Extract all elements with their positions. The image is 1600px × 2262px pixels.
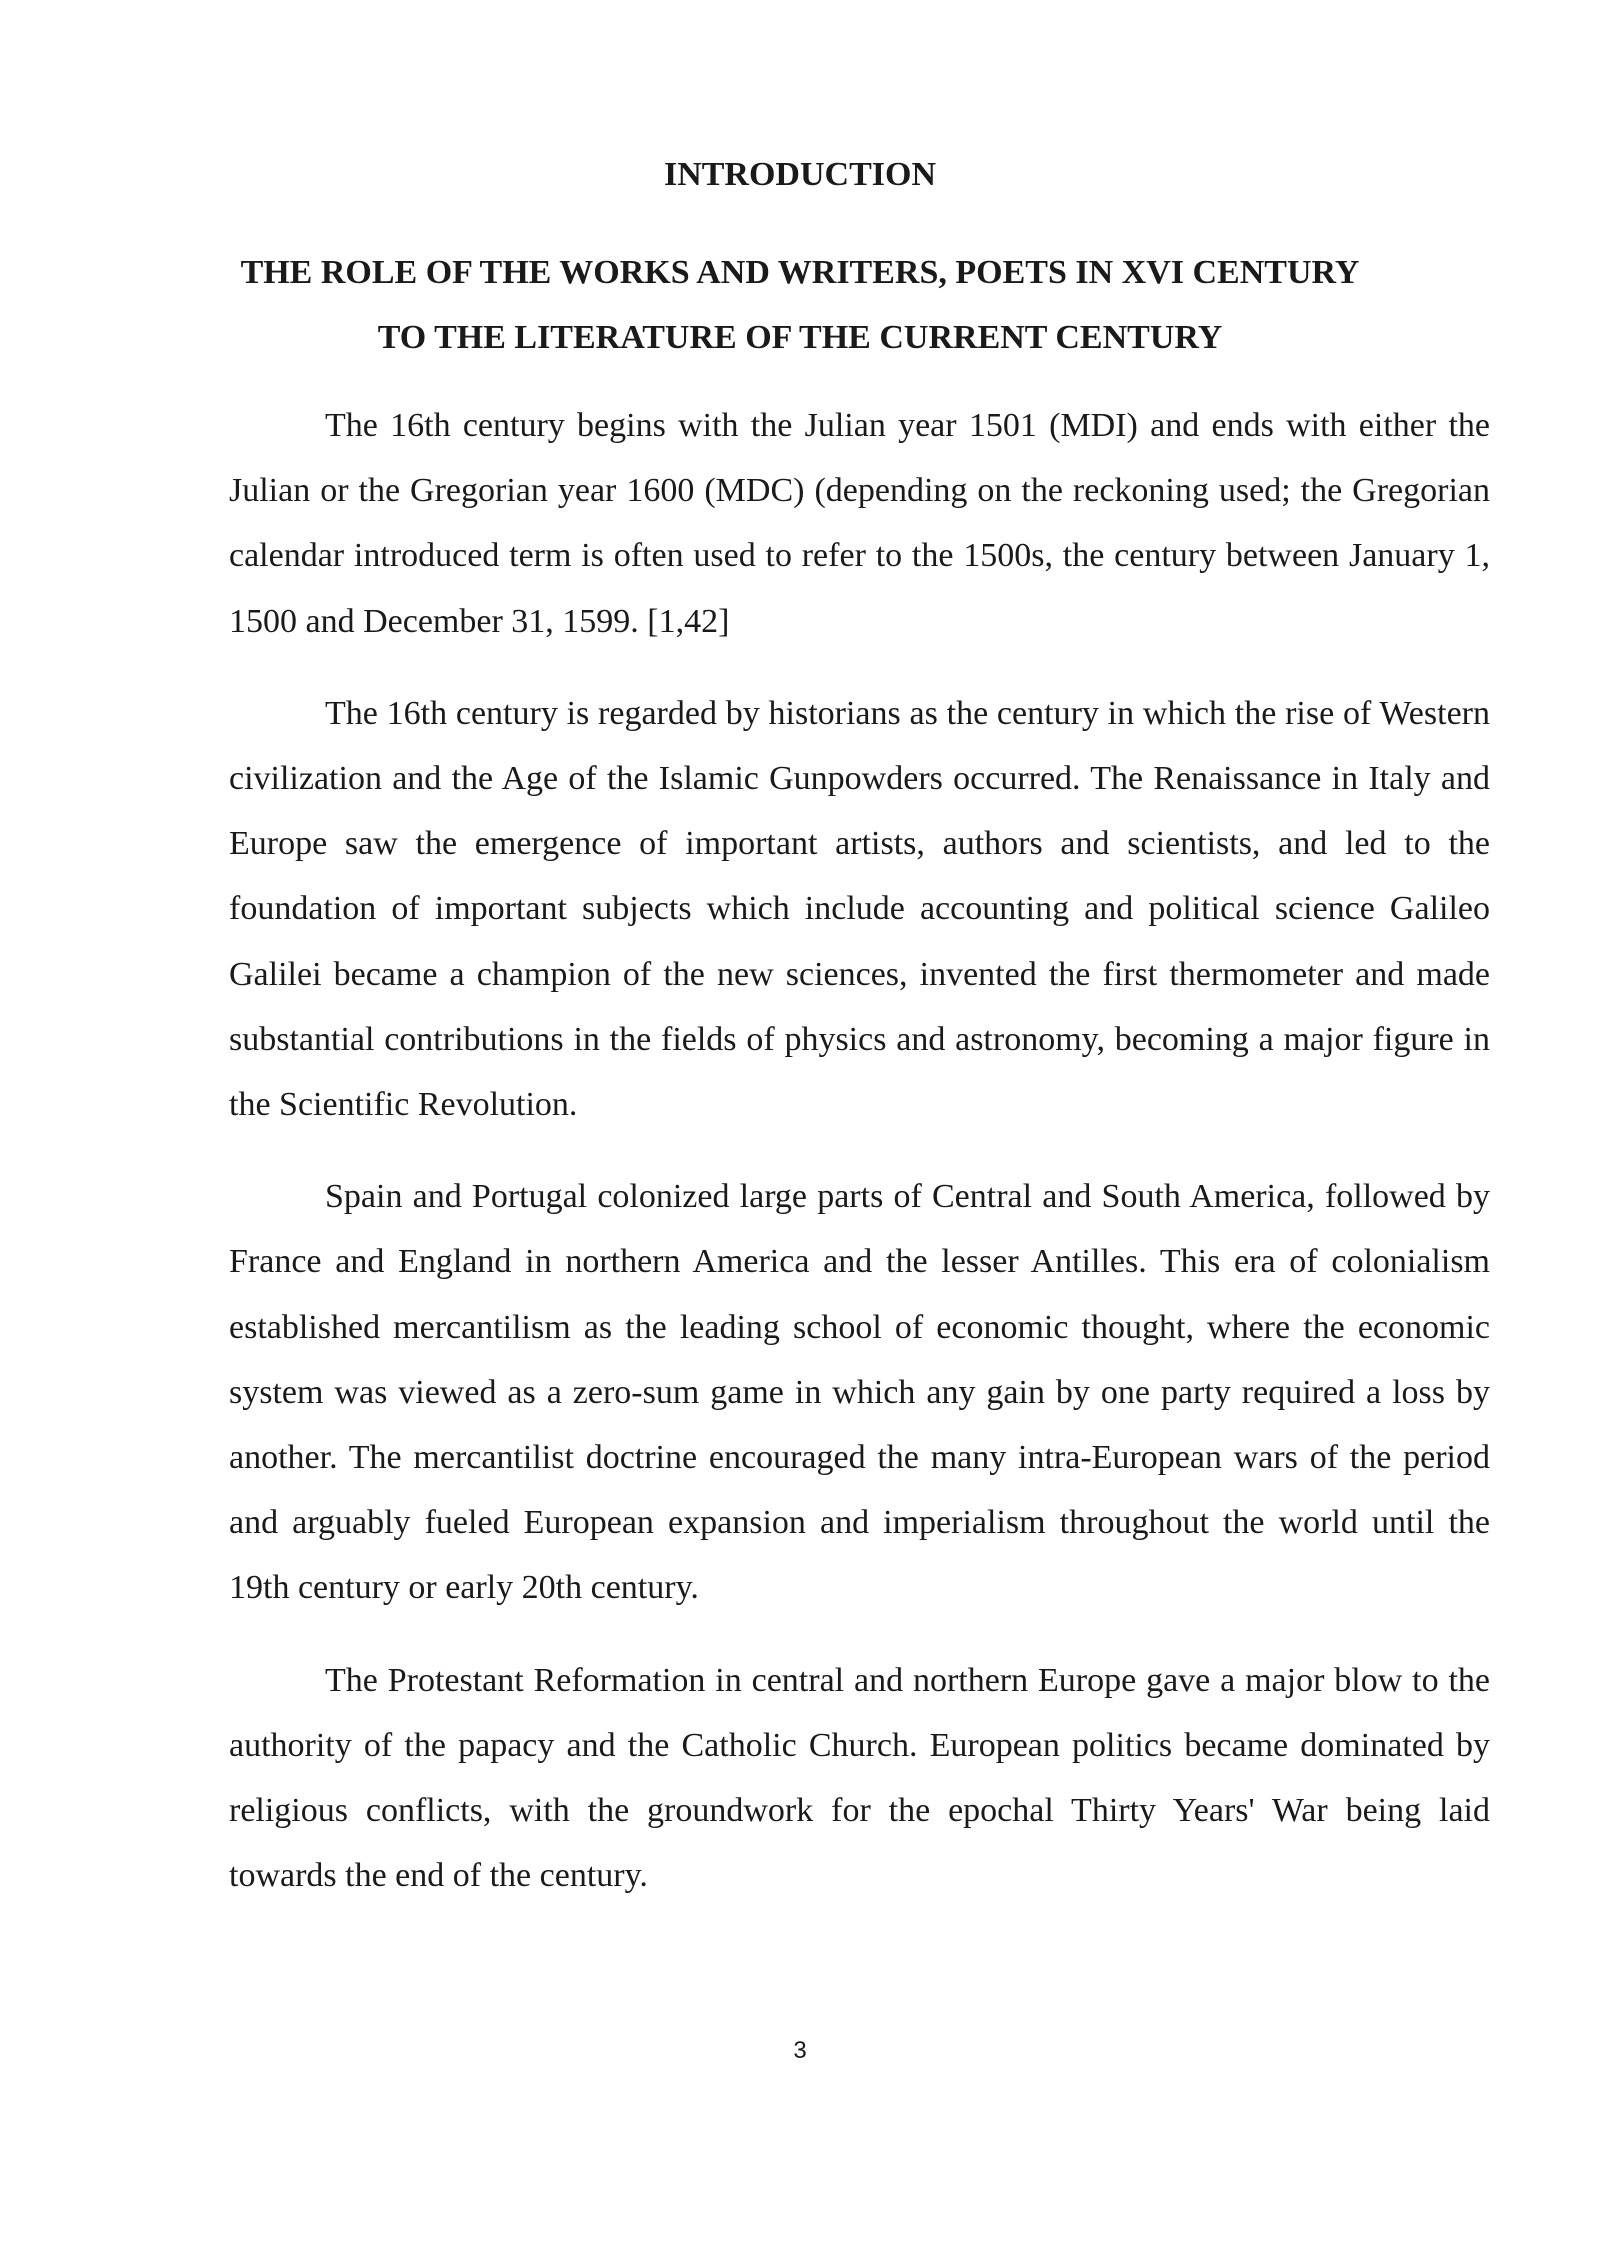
chapter-title <box>200 240 1400 370</box>
body-text <box>229 393 1490 1935</box>
chapter-title-line-2: TO THE LITERATURE OF THE CURRENT CENTURY <box>377 319 1223 356</box>
page-number: 3 <box>793 2037 807 2064</box>
chapter-title-line-1: THE ROLE OF THE WORKS AND WRITERS, POETS IN XVI CENTURY <box>240 254 1360 291</box>
paragraph-4: The Protestant Reformation in central and northern Europe gave a major blow to the authority of the papacy and the Catholic Church. European politics became dominated by religious conflicts, with the groundwork for the epochal Thirty Years' War being laid towards the end of the century. <box>229 1661 1490 1895</box>
paragraph-3: Spain and Portugal colonized large parts of Central and South America, followed by France and England in northern America and the lesser Antilles. This era of colonialism established mercantilism as the leading school of economic thought, where the economic system was viewed as a zero-sum game in which any gain by one party required a loss by another. The mercantilist doctrine encouraged the many intra-European wars of the period and arguably fueled European expansion and imperialism throughout the world until the 19th century or early 20th century. <box>229 1178 1490 1607</box>
paragraph-2: The 16th century is regarded by historians as the century in which the rise of Western civilization and the Age of the Islamic Gunpowders occurred. The Renaissance in Italy and Europe saw the emergence of important artists, authors and scientists, and led to the foundation of important subjects which include accounting and political science Galileo Galilei became a champion of the new sciences, invented the first thermometer and made substantial contributions in the fields of physics and astronomy, becoming a major figure in the Scientific Revolution. <box>229 694 1490 1124</box>
paragraph-1: The 16th century begins with the Julian year 1501 (MDI) and ends with either the Julian or the Gregorian year 1600 (MDC) (depending on the reckoning used; the Gregorian calendar introduced term is often used to refer to the 1500s, the century between January 1, 1500 and December 31, 1599. [1,42] <box>229 407 1490 640</box>
section-heading: INTRODUCTION <box>663 156 937 193</box>
